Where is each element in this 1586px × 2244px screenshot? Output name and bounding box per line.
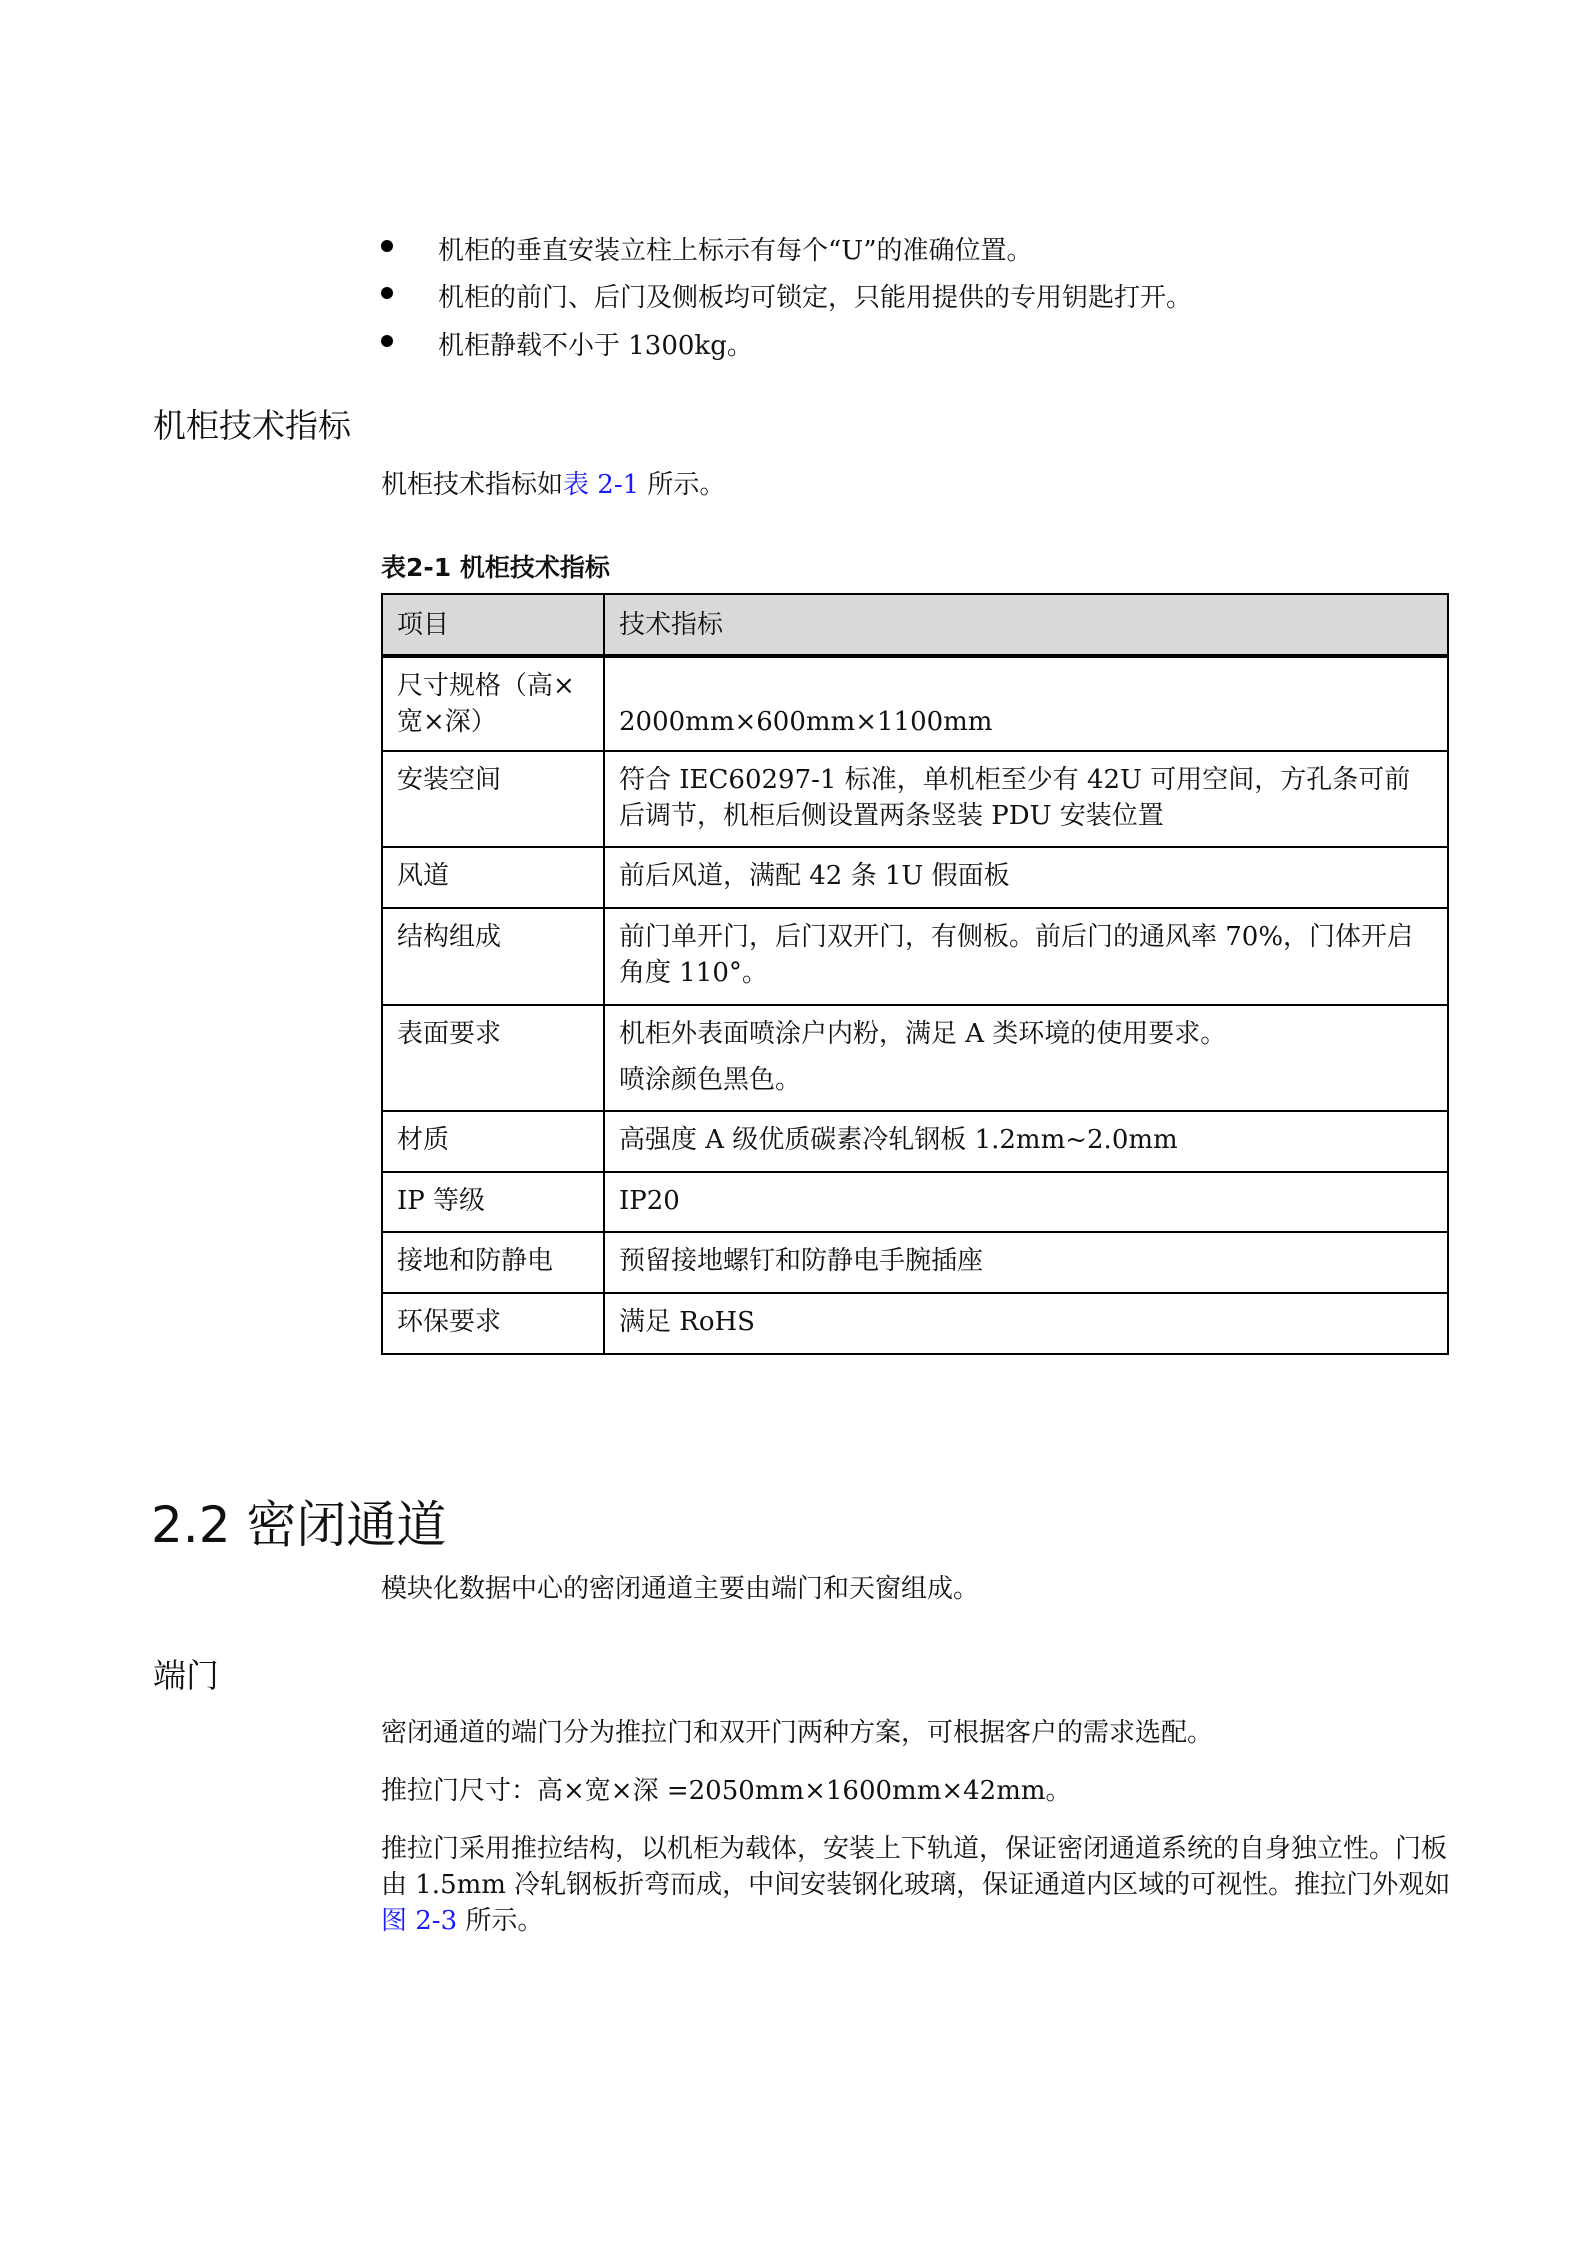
cell-item: 风道 xyxy=(382,847,604,908)
spec-text: 机柜外表面喷涂户内粉，满足 A 类环境的使用要求。 xyxy=(619,1019,1227,1049)
figure-link[interactable]: 图 2-3 xyxy=(381,1906,458,1936)
spec-table xyxy=(381,593,1449,1355)
chapter-heading: 2.2 密闭通道 xyxy=(151,1496,447,1554)
bullet-text: 机柜的前门、后门及侧板均可锁定，只能用提供的专用钥匙打开。 xyxy=(438,283,1193,313)
cell-item: 表面要求 xyxy=(382,1005,604,1111)
header-item: 项目 xyxy=(382,594,604,656)
cell-spec xyxy=(604,908,1448,1005)
cell-item: 安装空间 xyxy=(382,751,604,847)
section-heading: 机柜技术指标 xyxy=(153,406,351,445)
table-row xyxy=(382,1005,1448,1111)
header-spec: 技术指标 xyxy=(604,594,1448,656)
spec-text: 前后风道，满配 42 条 1U 假面板 xyxy=(619,861,1010,891)
table-link[interactable]: 表 2-1 xyxy=(563,470,640,500)
cell-item: 尺寸规格（高×宽×深） xyxy=(382,656,604,751)
table-row xyxy=(382,908,1448,1005)
bullet-text: 机柜的垂直安装立柱上标示有每个“U”的准确位置。 xyxy=(438,236,1033,266)
cell-item: IP 等级 xyxy=(382,1172,604,1232)
table-row xyxy=(382,751,1448,847)
cell-spec xyxy=(604,1005,1448,1111)
paragraph: 密闭通道的端门分为推拉门和双开门两种方案，可根据客户的需求选配。 xyxy=(381,1718,1214,1748)
cell-item: 结构组成 xyxy=(382,908,604,1005)
cell-spec xyxy=(604,1232,1448,1293)
spec-text: 符合 IEC60297-1 标准，单机柜至少有 42U 可用空间，方孔条可前后调节，机柜后侧设置两条竖装 PDU 安装位置 xyxy=(619,765,1411,831)
cell-spec xyxy=(604,656,1448,751)
sub-heading: 端门 xyxy=(153,1656,219,1695)
paragraph: 推拉门尺寸：高×宽×深 =2050mm×1600mm×42mm。 xyxy=(381,1776,1072,1806)
spec-text: 2000mm×600mm×1100mm xyxy=(619,707,993,737)
cell-spec xyxy=(604,847,1448,908)
cell-spec xyxy=(604,1172,1448,1232)
spec-text: 预留接地螺钉和防静电手腕插座 xyxy=(619,1246,984,1276)
table-header-row xyxy=(382,594,1448,656)
cell-spec xyxy=(604,751,1448,847)
bullet-text: 机柜静载不小于 1300kg。 xyxy=(438,331,753,361)
table-row xyxy=(382,1172,1448,1232)
table-row xyxy=(382,1111,1448,1172)
cell-item: 材质 xyxy=(382,1111,604,1172)
intro-text: 机柜技术指标如 xyxy=(381,470,564,500)
cell-item: 接地和防静电 xyxy=(382,1232,604,1293)
spec-text: 喷涂颜色黑色。 xyxy=(619,1065,802,1095)
intro-text: 所示。 xyxy=(639,470,726,500)
spec-text: 高强度 A 级优质碳素冷轧钢板 1.2mm~2.0mm xyxy=(619,1125,1178,1155)
bullet-icon xyxy=(381,287,393,299)
spec-text: IP20 xyxy=(619,1186,680,1216)
spec-text: 前门单开门，后门双开门，有侧板。前后门的通风率 70%，门体开启角度 110°。 xyxy=(619,922,1414,988)
table-row xyxy=(382,847,1448,908)
table-caption: 表2-1 机柜技术指标 xyxy=(381,553,610,582)
bullet-icon xyxy=(381,335,393,347)
cell-spec xyxy=(604,1293,1448,1354)
paragraph xyxy=(381,1831,1451,1939)
table-row xyxy=(382,656,1448,751)
bullet-icon xyxy=(381,240,393,252)
spec-text: 满足 RoHS xyxy=(619,1307,755,1337)
section-intro: 模块化数据中心的密闭通道主要由端门和天窗组成。 xyxy=(381,1574,980,1604)
paragraph-text: 所示。 xyxy=(457,1906,544,1936)
table-intro xyxy=(381,467,1451,503)
table-row xyxy=(382,1232,1448,1293)
cell-item: 环保要求 xyxy=(382,1293,604,1354)
cell-spec xyxy=(604,1111,1448,1172)
paragraph-text: 推拉门采用推拉结构，以机柜为载体，安装上下轨道，保证密闭通道系统的自身独立性。门板由 1.5mm 冷轧钢板折弯而成，中间安装钢化玻璃，保证通道内区域的可视性。推拉门外观如 xyxy=(381,1834,1451,1900)
table-row xyxy=(382,1293,1448,1354)
